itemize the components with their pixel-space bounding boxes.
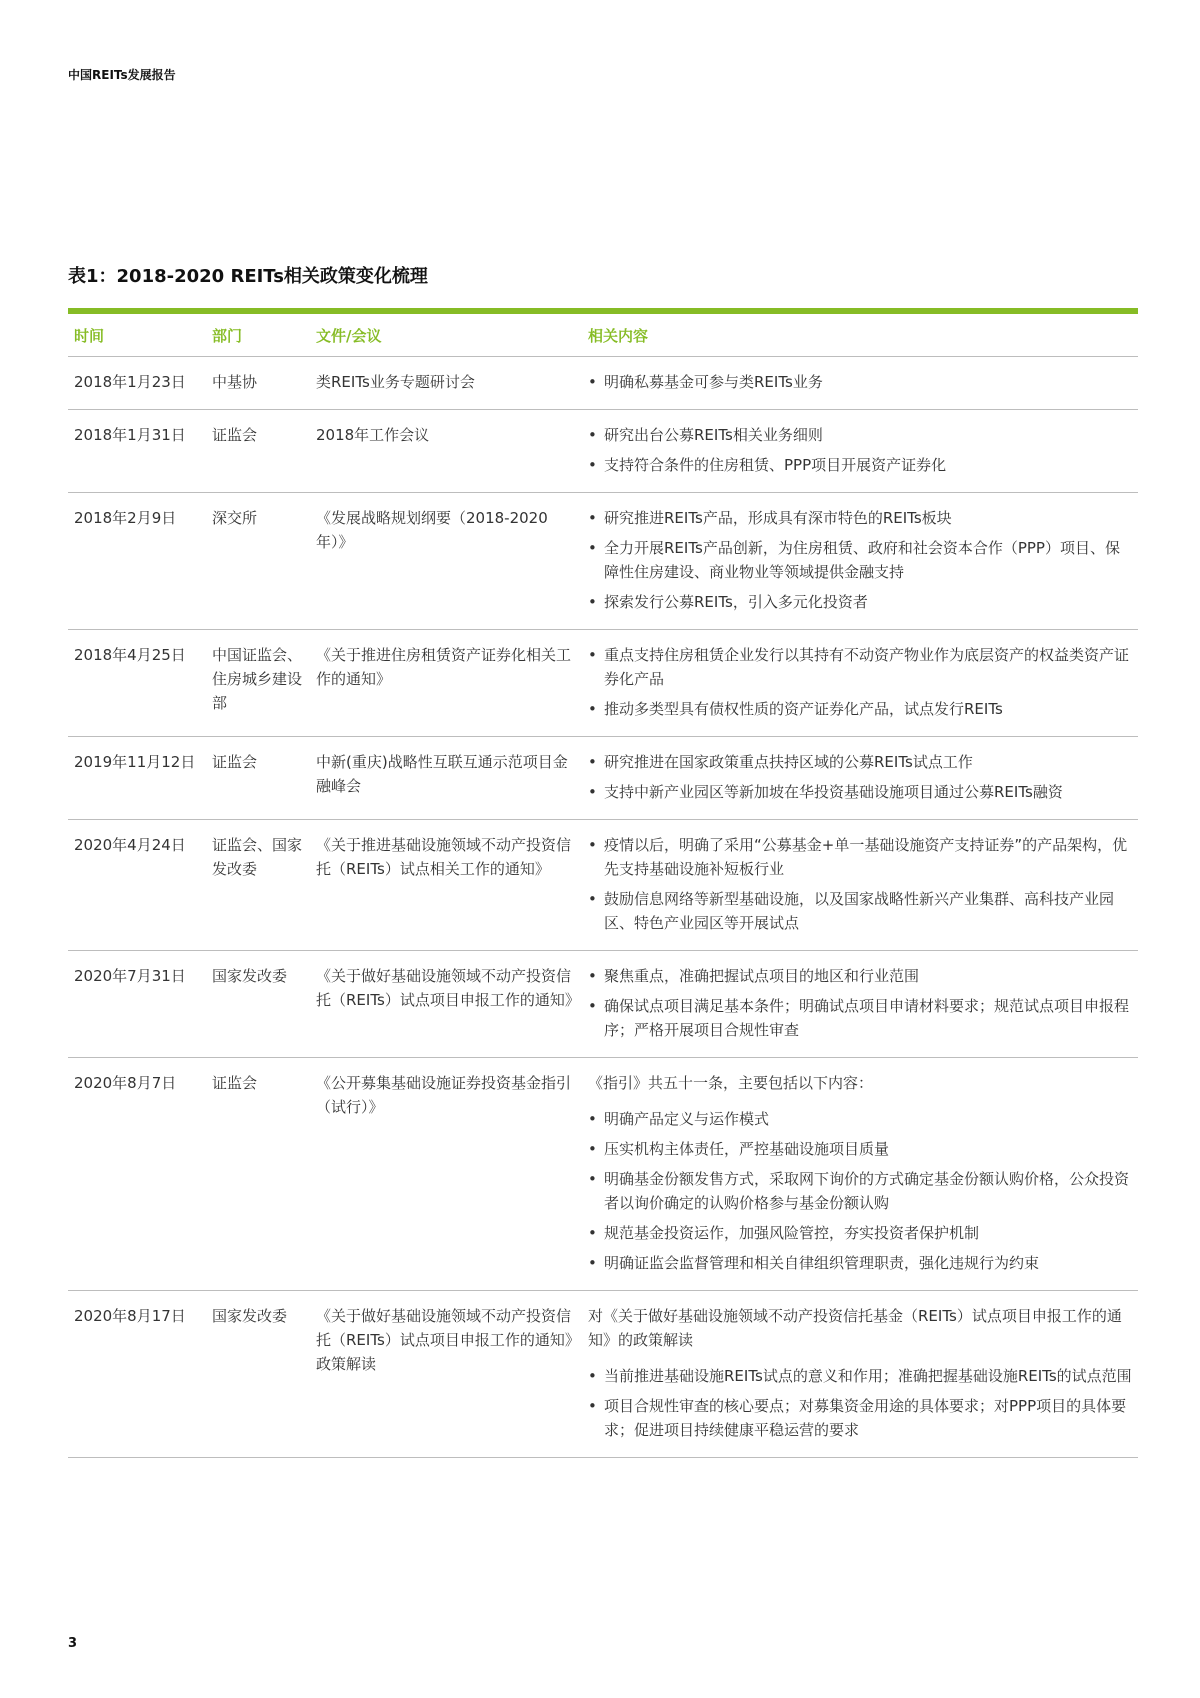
- content-bullet-list: [588, 1107, 1132, 1275]
- content-bullet-item: • 重点支持住房租赁企业发行以其持有不动资产物业作为底层资产的权益类资产证券化产品: [588, 643, 1132, 691]
- row-date: 2019年11月12日: [68, 737, 206, 820]
- content-bullet-item: • 明确基金份额发售方式，采取网下询价的方式确定基金份额认购价格，公众投资者以询价确定的认购价格参与基金份额认购: [588, 1167, 1132, 1215]
- content-bullet-item: • 明确私募基金可参与类REITs业务: [588, 370, 1132, 394]
- row-document: 2018年工作会议: [310, 410, 582, 493]
- running-header: 中国REITs发展报告: [68, 68, 176, 82]
- row-content: [582, 1058, 1138, 1291]
- column-header-content: 相关内容: [582, 311, 1138, 357]
- content-bullet-item: • 研究推进REITs产品，形成具有深市特色的REITs板块: [588, 506, 1132, 530]
- row-date: 2018年1月31日: [68, 410, 206, 493]
- row-content: [582, 493, 1138, 630]
- row-document: 《关于推进住房租赁资产证券化相关工作的通知》: [310, 630, 582, 737]
- content-bullet-item: • 疫情以后，明确了采用“公募基金+单一基础设施资产支持证券”的产品架构，优先支持基础设施补短板行业: [588, 833, 1132, 881]
- content-bullet-item: • 明确证监会监督管理和相关自律组织管理职责，强化违规行为约束: [588, 1251, 1132, 1275]
- table-header-row: [68, 311, 1138, 357]
- content-intro: 对《关于做好基础设施领域不动产投资信托基金（REITs）试点项目申报工作的通知》的政策解读: [588, 1307, 1122, 1349]
- row-document: 《关于推进基础设施领域不动产投资信托（REITs）试点相关工作的通知》: [310, 820, 582, 951]
- row-department: 证监会: [206, 410, 310, 493]
- content-bullet-item: • 推动多类型具有债权性质的资产证券化产品，试点发行REITs: [588, 697, 1132, 721]
- content-intro: 《指引》共五十一条，主要包括以下内容：: [588, 1074, 874, 1092]
- content-bullet-list: [588, 370, 1132, 394]
- row-department: 证监会、国家发改委: [206, 820, 310, 951]
- content-bullet-item: • 探索发行公募REITs，引入多元化投资者: [588, 590, 1132, 614]
- table-row: [68, 410, 1138, 493]
- row-date: 2020年4月24日: [68, 820, 206, 951]
- row-department: 中基协: [206, 357, 310, 410]
- content-bullet-list: [588, 1364, 1132, 1442]
- content-bullet-item: • 鼓励信息网络等新型基础设施，以及国家战略性新兴产业集群、高科技产业园区、特色产业园区等开展试点: [588, 887, 1132, 935]
- column-header-document: 文件/会议: [310, 311, 582, 357]
- content-bullet-list: [588, 506, 1132, 614]
- policy-table: [68, 308, 1138, 1458]
- content-bullet-item: • 研究出台公募REITs相关业务细则: [588, 423, 1132, 447]
- row-date: 2020年7月31日: [68, 951, 206, 1058]
- table-row: [68, 1058, 1138, 1291]
- table-row: [68, 630, 1138, 737]
- row-document: 《关于做好基础设施领域不动产投资信托（REITs）试点项目申报工作的通知》: [310, 951, 582, 1058]
- row-department: 深交所: [206, 493, 310, 630]
- table-row: [68, 737, 1138, 820]
- row-department: 国家发改委: [206, 951, 310, 1058]
- row-date: 2020年8月17日: [68, 1291, 206, 1458]
- content-bullet-item: • 聚焦重点，准确把握试点项目的地区和行业范围: [588, 964, 1132, 988]
- content-bullet-list: [588, 833, 1132, 935]
- content-bullet-item: • 压实机构主体责任，严控基础设施项目质量: [588, 1137, 1132, 1161]
- row-date: 2018年1月23日: [68, 357, 206, 410]
- row-content: [582, 357, 1138, 410]
- table-row: [68, 357, 1138, 410]
- content-bullet-item: • 当前推进基础设施REITs试点的意义和作用；准确把握基础设施REITs的试点范围: [588, 1364, 1132, 1388]
- row-document: 《公开募集基础设施证券投资基金指引（试行）》: [310, 1058, 582, 1291]
- row-department: 证监会: [206, 1058, 310, 1291]
- table-row: [68, 1291, 1138, 1458]
- content-bullet-item: • 确保试点项目满足基本条件；明确试点项目申请材料要求；规范试点项目申报程序；严格开展项目合规性审查: [588, 994, 1132, 1042]
- table-body: [68, 357, 1138, 1458]
- row-content: [582, 630, 1138, 737]
- column-header-department: 部门: [206, 311, 310, 357]
- row-document: 《关于做好基础设施领域不动产投资信托（REITs）试点项目申报工作的通知》政策解读: [310, 1291, 582, 1458]
- content-bullet-item: • 项目合规性审查的核心要点；对募集资金用途的具体要求；对PPP项目的具体要求；促进项目持续健康平稳运营的要求: [588, 1394, 1132, 1442]
- content-bullet-item: • 规范基金投资运作，加强风险管控，夯实投资者保护机制: [588, 1221, 1132, 1245]
- content-bullet-item: • 研究推进在国家政策重点扶持区域的公募REITs试点工作: [588, 750, 1132, 774]
- content-bullet-list: [588, 750, 1132, 804]
- row-department: 证监会: [206, 737, 310, 820]
- row-date: 2018年2月9日: [68, 493, 206, 630]
- table-row: [68, 820, 1138, 951]
- table-row: [68, 951, 1138, 1058]
- row-date: 2018年4月25日: [68, 630, 206, 737]
- row-content: [582, 1291, 1138, 1458]
- table-title: 表1：2018-2020 REITs相关政策变化梳理: [68, 266, 428, 287]
- row-content: [582, 410, 1138, 493]
- row-content: [582, 737, 1138, 820]
- table-row: [68, 493, 1138, 630]
- row-date: 2020年8月7日: [68, 1058, 206, 1291]
- column-header-date: 时间: [68, 311, 206, 357]
- row-document: 《发展战略规划纲要（2018-2020年）》: [310, 493, 582, 630]
- content-bullet-item: • 明确产品定义与运作模式: [588, 1107, 1132, 1131]
- row-content: [582, 951, 1138, 1058]
- page-number: 3: [68, 1636, 78, 1651]
- content-bullet-list: [588, 643, 1132, 721]
- content-bullet-item: • 全力开展REITs产品创新，为住房租赁、政府和社会资本合作（PPP）项目、保障性住房建设、商业物业等领域提供金融支持: [588, 536, 1132, 584]
- row-document: 类REITs业务专题研讨会: [310, 357, 582, 410]
- row-department: 国家发改委: [206, 1291, 310, 1458]
- content-bullet-list: [588, 423, 1132, 477]
- content-bullet-list: [588, 964, 1132, 1042]
- content-bullet-item: • 支持中新产业园区等新加坡在华投资基础设施项目通过公募REITs融资: [588, 780, 1132, 804]
- row-document: 中新(重庆)战略性互联互通示范项目金融峰会: [310, 737, 582, 820]
- content-bullet-item: • 支持符合条件的住房租赁、PPP项目开展资产证券化: [588, 453, 1132, 477]
- row-department: 中国证监会、住房城乡建设部: [206, 630, 310, 737]
- row-content: [582, 820, 1138, 951]
